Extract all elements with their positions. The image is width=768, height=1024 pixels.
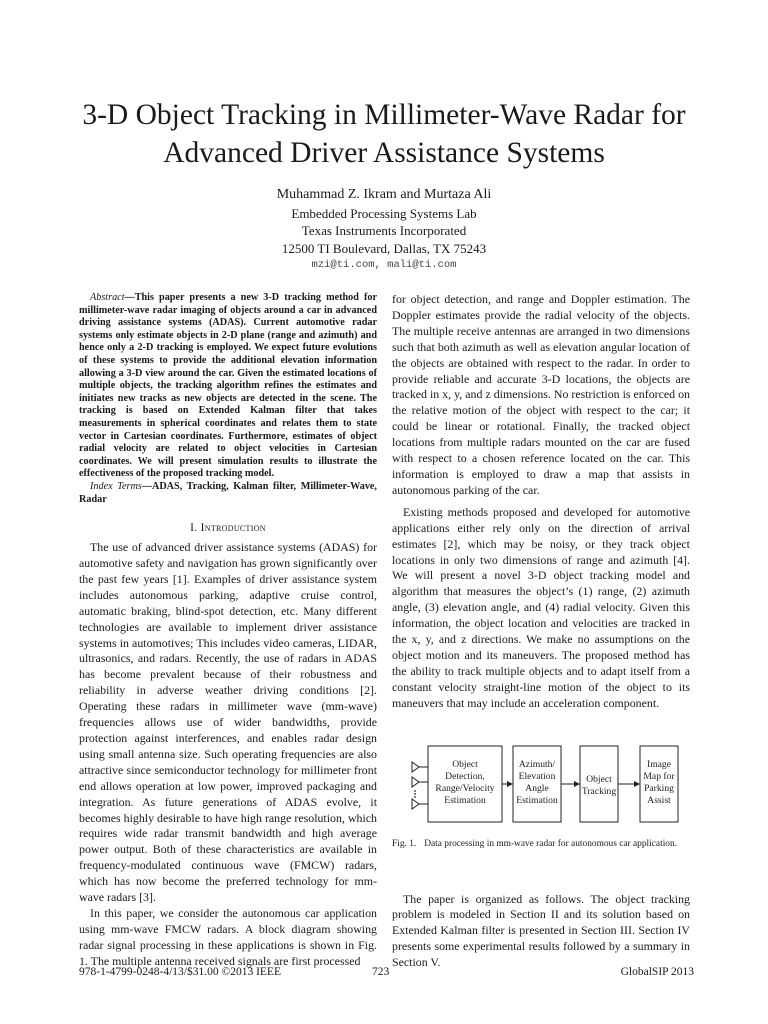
index-terms: [79, 481, 377, 506]
footer-conference: GlobalSIP 2013: [620, 966, 694, 978]
caption-text: Data processing in mm-wave radar for autonomous car application.: [424, 838, 678, 849]
affiliation-lab: Embedded Processing Systems Lab: [291, 205, 477, 221]
title-line-1: 3-D Object Tracking in Millimeter-Wave Radar for: [82, 99, 686, 131]
affiliation-company: Texas Instruments Incorporated: [301, 223, 467, 238]
block1-line2: Detection,: [445, 770, 485, 782]
right-paragraph-1: for object detection, and range and Doppler estimation. The Doppler estimates provide the radial velocity of the objects. The multiple receive antennas are arranged in two dimensions such that both azimuth as well as elevation angular location of the objects are obtained with respect to the radar. In order to provide reliable and accurate 3-D locations, the objects are tracked in x, y, and z dimensions. No restriction is enforced on the relative motion of the object with respect to the car; it could be linear or rotational. Finally, the tracked object locations from multiple radars mounted on the car are fused with respect to a chosen reference located on the car. This information is employed to draw a map that assists in autonomous parking of the car.: [392, 292, 690, 497]
intro-paragraph-1: The use of advanced driver assistance systems (ADAS) for automotive safety and navigation has grown significantly over the past few years [1]. Examples of driver assistance system includes autonomous parking, adaptive cruise control, automatic braking, blind-spot detection, etc. Many different technologies are available to implement driver assistance systems in automotives; This includes video cameras, LIDAR, ultrasonics, and radars. Recently, the use of radars in ADAS has become prevalent because of their robustness and reliability in adverse weather driving conditions [2]. Operating these radars in millimeter wave (mm-wave) frequencies allows use of wider bandwidths, provide protection against interferences, and enables radar design using small antenna size. Such operating frequencies are also attractive since semiconductor technology for millimeter front end allows operation at low power, improved packaging and integration. As future generations of ADAS evolve, it becomes highly desirable to have high range resolution, which requires wide radar transmit bandwidth and high average power output. Both of these characteristics are available in frequency-modulated continuous wave (FMCW) radars, which has now become the preferred technology for mm-wave radars [3].: [79, 540, 377, 905]
antenna-icon: [412, 777, 419, 787]
author-block: [150, 186, 618, 275]
paper-title: [40, 96, 728, 172]
block2-line4: Estimation: [516, 794, 558, 806]
left-column: [79, 292, 377, 970]
footer-copyright: 978-1-4799-0248-4/13/$31.00 ©2013 IEEE: [79, 966, 281, 978]
block4-line4: Assist: [647, 794, 671, 806]
block2-line2: Elevation: [518, 770, 556, 782]
arrow-head-icon: [574, 781, 580, 787]
antenna-icon: [412, 762, 419, 772]
block4-line3: Parking: [644, 782, 674, 794]
footer-page-number: 723: [372, 966, 390, 978]
block-diagram: [392, 736, 702, 832]
right-column: [392, 292, 690, 971]
arrow-head-icon: [634, 781, 640, 787]
section-title: Introduction: [200, 522, 266, 535]
abstract-text: —This paper presents a new 3-D tracking method for millimeter-wave radar imaging of objects around a car in advanced driving assistance systems (ADAS). Current automotive radar systems only estimate objects in 2-D plane (range and azimuth) and hence only a 2-D tracking is employed. We expect future evolutions of these systems to provide the additional elevation information allowing a 3-D view around the car. Given the estimated locations of multiple objects, the tracking algorithm refines the estimates and initiates new tracks as new objects are detected in the scene. The tracking is based on Extended Kalman filter that takes measurements in spherical coordinates and relates them to state vector in Cartesian coordinates. Furthermore, estimates of object radial velocity are related to object velocities in Cartesian coordinates. We will present simulation results to illustrate the effectiveness of the proposed tracking model.: [79, 292, 377, 480]
abstract: [79, 292, 377, 481]
block1-line4: Estimation: [444, 794, 486, 806]
block2-line1: Azimuth/: [518, 758, 556, 770]
section-heading-introduction: [79, 522, 377, 534]
right-paragraph-3: The paper is organized as follows. The object tracking problem is modeled in Section II and its solution based on Extended Kalman filter is presented in Section III. Section IV presents some experimental results followed by a summary in Section V.: [392, 891, 690, 970]
right-paragraph-2: Existing methods proposed and developed for automotive applications either rely only on the direction of arrival estimates [2], which may be noisy, or they track object locations in only two dimensions of range and azimuth [4]. We will present a novel 3-D object tracking model and algorithm that measures the object’s (1) range, (2) azimuth angle, (3) elevation angle, and (4) radial velocity. Given this information, the object location and velocities are tracked in the x, y, and z directions. We make no assumptions on the object motion and its maneuvers. The proposed method has the ability to track multiple objects and to adapt itself from a constant velocity straight-line motion of the object to its maneuvers that may include an acceleration component.: [392, 504, 690, 710]
figure-1-block-diagram: [392, 736, 690, 832]
arrow-head-icon: [507, 781, 513, 787]
block3-line2: Tracking: [581, 785, 617, 797]
block1-line3: Range/Velocity: [435, 782, 495, 794]
block3-line1: Object: [586, 773, 612, 785]
block1-line1: Object: [452, 758, 478, 770]
index-terms-label: Index Terms: [90, 480, 142, 492]
abstract-label: Abstract: [90, 292, 125, 303]
block2-line3: Angle: [525, 782, 549, 794]
author-names: Muhammad Z. Ikram and Murtaza Ali: [276, 187, 492, 202]
affiliation-address: 12500 TI Boulevard, Dallas, TX 75243: [281, 240, 487, 256]
block4-line2: Map for: [643, 770, 675, 782]
section-number: I.: [190, 522, 201, 535]
title-line-2: Advanced Driver Assistance Systems: [163, 137, 605, 169]
figure-1-caption: [392, 838, 690, 850]
caption-label: Fig. 1.: [392, 838, 417, 849]
index-terms-text: —ADAS, Tracking, Kalman filter, Millimeter-Wave, Radar: [79, 480, 377, 505]
author-emails: mzi@ti.com, mali@ti.com: [311, 259, 457, 271]
intro-paragraph-2: In this paper, we consider the autonomous car application using mm-wave FMCW radars. A block diagram showing radar signal processing in these applications is shown in Fig. 1. The multiple antenna received signals are first processed: [79, 905, 377, 968]
antenna-icon: [412, 799, 419, 809]
block4-line1: Image: [647, 758, 671, 770]
